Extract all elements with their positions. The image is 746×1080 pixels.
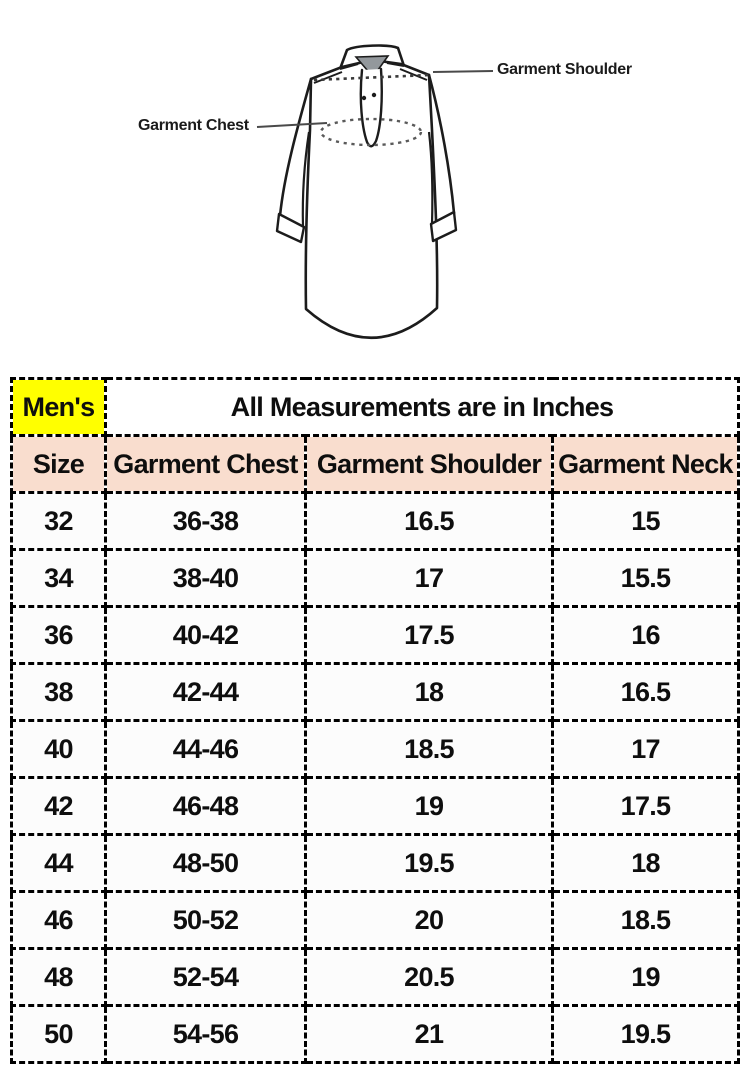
table-row [12, 664, 739, 721]
neck-cell: 16.5 [553, 664, 739, 721]
col-header-chest: Garment Chest [106, 436, 306, 493]
size-cell: 40 [12, 721, 106, 778]
shoulder-cell: 17.5 [306, 607, 553, 664]
chest-cell: 36-38 [106, 493, 306, 550]
table-title: All Measurements are in Inches [106, 379, 739, 436]
shoulder-cell: 19 [306, 778, 553, 835]
table-header-row [12, 436, 739, 493]
table-row [12, 550, 739, 607]
size-cell: 36 [12, 607, 106, 664]
placket-button-1 [362, 96, 366, 100]
neck-cell: 15.5 [553, 550, 739, 607]
size-cell: 44 [12, 835, 106, 892]
chest-cell: 40-42 [106, 607, 306, 664]
neck-cell: 19 [553, 949, 739, 1006]
table-row [12, 493, 739, 550]
chest-cell: 44-46 [106, 721, 306, 778]
garment-shoulder-label: Garment Shoulder [497, 61, 632, 78]
shoulder-cell: 20.5 [306, 949, 553, 1006]
chest-cell: 54-56 [106, 1006, 306, 1063]
col-header-shoulder: Garment Shoulder [306, 436, 553, 493]
shoulder-cell: 21 [306, 1006, 553, 1063]
placket-button-2 [372, 93, 376, 97]
table-row [12, 892, 739, 949]
garment-diagram [0, 0, 746, 372]
col-header-size: Size [12, 436, 106, 493]
size-cell: 32 [12, 493, 106, 550]
size-chart-table [10, 377, 740, 1064]
col-header-neck: Garment Neck [553, 436, 739, 493]
neck-cell: 18.5 [553, 892, 739, 949]
kurta-left-cuff [277, 214, 304, 242]
shoulder-cell: 18.5 [306, 721, 553, 778]
neck-cell: 17.5 [553, 778, 739, 835]
table-row [12, 835, 739, 892]
chest-cell: 38-40 [106, 550, 306, 607]
chest-cell: 50-52 [106, 892, 306, 949]
chest-cell: 42-44 [106, 664, 306, 721]
garment-chest-label: Garment Chest [138, 117, 249, 134]
neck-cell: 18 [553, 835, 739, 892]
size-cell: 48 [12, 949, 106, 1006]
table-row [12, 1006, 739, 1063]
neck-cell: 19.5 [553, 1006, 739, 1063]
shoulder-cell: 19.5 [306, 835, 553, 892]
kurta-illustration [0, 0, 746, 372]
shoulder-cell: 16.5 [306, 493, 553, 550]
table-row [12, 949, 739, 1006]
table-row [12, 778, 739, 835]
size-cell: 38 [12, 664, 106, 721]
neck-cell: 15 [553, 493, 739, 550]
chest-cell: 48-50 [106, 835, 306, 892]
category-cell: Men's [12, 379, 106, 436]
neck-cell: 16 [553, 607, 739, 664]
chest-cell: 52-54 [106, 949, 306, 1006]
shoulder-leader-line [433, 71, 493, 72]
size-cell: 34 [12, 550, 106, 607]
neck-cell: 17 [553, 721, 739, 778]
size-cell: 46 [12, 892, 106, 949]
table-row [12, 721, 739, 778]
kurta-placket [361, 69, 382, 146]
shoulder-cell: 20 [306, 892, 553, 949]
table-row [12, 607, 739, 664]
table-title-row [12, 379, 739, 436]
chest-cell: 46-48 [106, 778, 306, 835]
shoulder-cell: 18 [306, 664, 553, 721]
size-cell: 42 [12, 778, 106, 835]
shoulder-cell: 17 [306, 550, 553, 607]
size-cell: 50 [12, 1006, 106, 1063]
